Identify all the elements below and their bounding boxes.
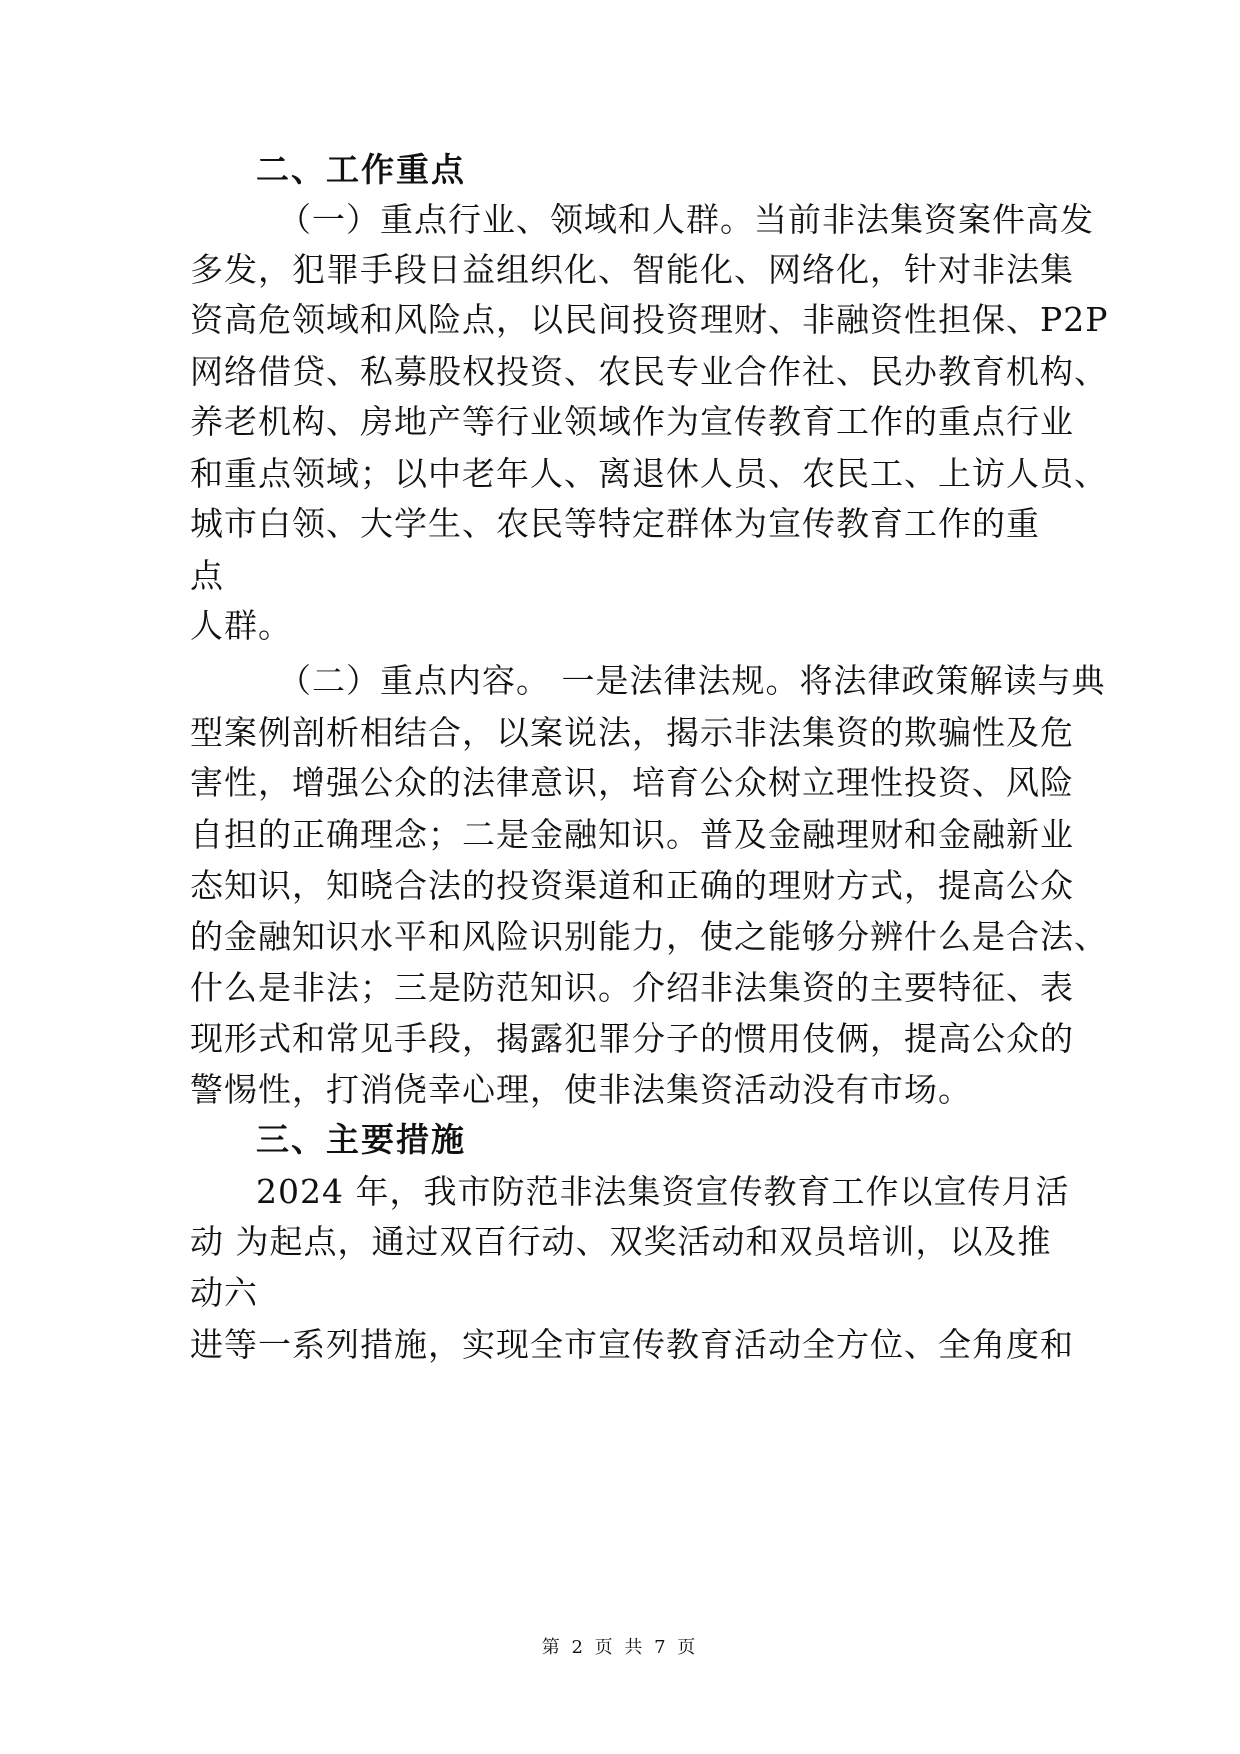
paragraph-line: 型案例剖析相结合，以案说法，揭示非法集资的欺骗性及危 — [190, 713, 1074, 752]
paragraph-line: 点 — [190, 556, 224, 595]
paragraph-line: （一）重点行业、领域和人群。当前非法集资案件高发 — [278, 200, 1094, 239]
section-heading-3: 三、主要措施 — [256, 1120, 466, 1159]
paragraph-line: 资高危领域和风险点，以民间投资理财、非融资性担保、P2P — [190, 300, 1109, 339]
paragraph-line: 2024 年，我市防范非法集资宣传教育工作以宣传月活 — [256, 1172, 1070, 1211]
paragraph-line: 现形式和常见手段，揭露犯罪分子的惯用伎俩，提高公众的 — [190, 1019, 1074, 1058]
paragraph-line: 网络借贷、私募股权投资、农民专业合作社、民办教育机构、 — [190, 352, 1108, 391]
paragraph-line: 和重点领域；以中老年人、离退休人员、农民工、上访人员、 — [190, 454, 1108, 493]
page-number-footer: 第 2 页 共 7 页 — [541, 1637, 699, 1658]
paragraph-line: 多发，犯罪手段日益组织化、智能化、网络化，针对非法集 — [190, 250, 1074, 289]
paragraph-line: 人群。 — [190, 606, 292, 645]
paragraph-line: 态知识，知晓合法的投资渠道和正确的理财方式，提高公众 — [190, 866, 1074, 905]
section-heading-2: 二、工作重点 — [256, 150, 466, 189]
paragraph-line: 动六 — [190, 1273, 258, 1312]
paragraph-line: 自担的正确理念；二是金融知识。普及金融理财和金融新业 — [190, 815, 1074, 854]
paragraph-line: 的金融知识水平和风险识别能力，使之能够分辨什么是合法、 — [190, 917, 1108, 956]
paragraph-line: 害性，增强公众的法律意识，培育公众树立理性投资、风险 — [190, 763, 1074, 802]
paragraph-line: 城市白领、大学生、农民等特定群体为宣传教育工作的重 — [190, 504, 1040, 543]
paragraph-line: （二）重点内容。 一是法律法规。将法律政策解读与典 — [278, 661, 1106, 700]
paragraph-line: 养老机构、房地产等行业领域作为宣传教育工作的重点行业 — [190, 402, 1074, 441]
paragraph-line: 动 为起点，通过双百行动、双奖活动和双员培训，以及推 — [190, 1222, 1052, 1261]
paragraph-line: 进等一系列措施，实现全市宣传教育活动全方位、全角度和 — [190, 1325, 1074, 1364]
paragraph-line: 什么是非法；三是防范知识。介绍非法集资的主要特征、表 — [190, 968, 1074, 1007]
paragraph-line: 警惕性，打消侥幸心理，使非法集资活动没有市场。 — [190, 1070, 972, 1109]
